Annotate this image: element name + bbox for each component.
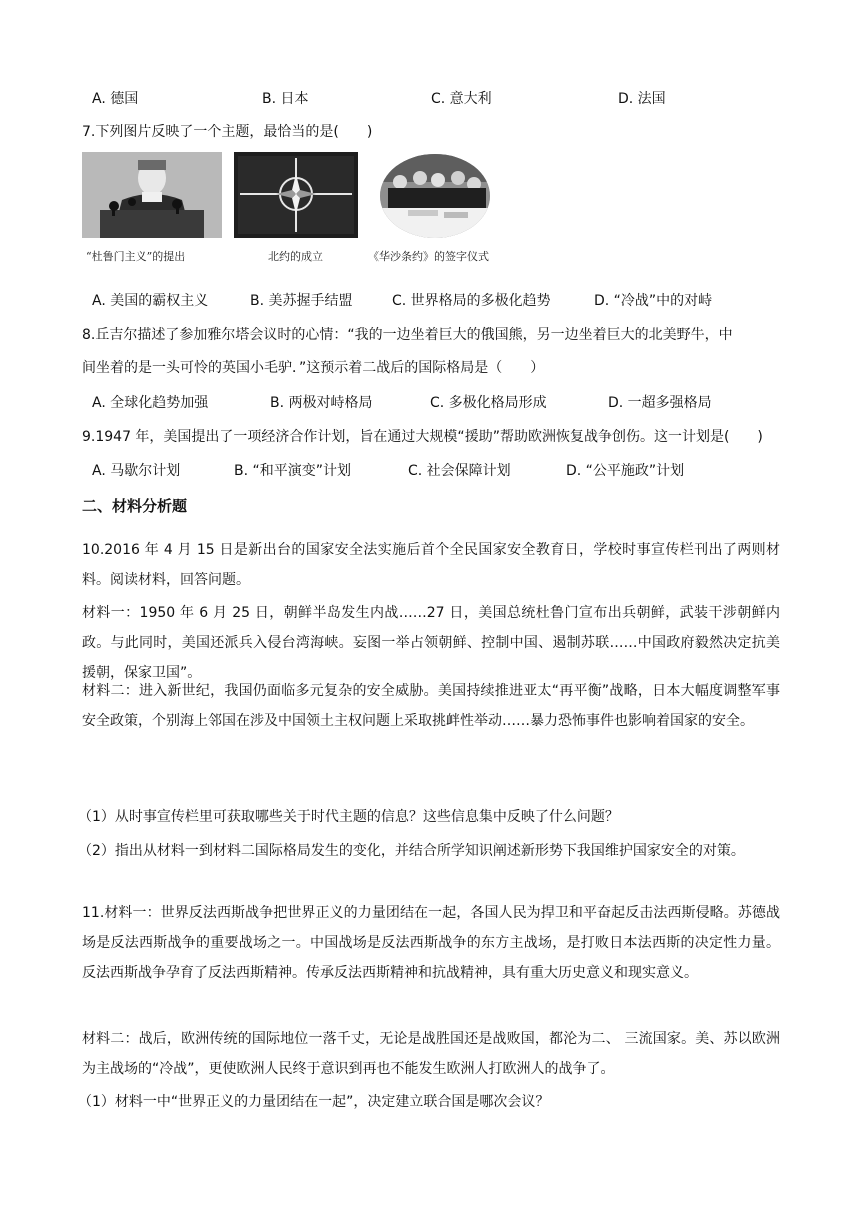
caption-nato: 北约的成立 xyxy=(268,250,323,263)
q7-picture-row xyxy=(82,152,522,272)
q6-option-c[interactable]: C. 意大利 xyxy=(431,91,492,107)
q9-options xyxy=(92,461,792,481)
q10-material-2: 材料二：进入新世纪，我国仍面临多元复杂的安全威胁。美国持续推进亚太“再平衡”战略，日本大幅度调整军事安全政策，个别海上邻国在涉及中国领土主权问题上采取挑衅性举动……暴力恐怖事件也影响着国家的安全。 xyxy=(82,683,780,729)
q7-option-a[interactable]: A. 美国的霸权主义 xyxy=(92,293,209,309)
caption-warsaw-pact: 《华沙条约》的签字仪式 xyxy=(368,250,489,263)
section-title: 二、材料分析题 xyxy=(82,497,188,515)
q7-option-c[interactable]: C. 世界格局的多极化趋势 xyxy=(392,293,551,309)
q8-options xyxy=(92,393,792,413)
q7-options xyxy=(92,291,792,311)
q8-option-d[interactable]: D. 一超多强格局 xyxy=(608,395,712,411)
q9-option-a[interactable]: A. 马歇尔计划 xyxy=(92,463,181,479)
q8-option-a[interactable]: A. 全球化趋势加强 xyxy=(92,395,209,411)
q9-option-d[interactable]: D. “公平施政”计划 xyxy=(566,463,685,479)
q6-option-b[interactable]: B. 日本 xyxy=(262,91,309,107)
truman-doctrine-photo xyxy=(82,152,222,238)
q9-stem: 9.1947 年，美国提出了一项经济合作计划，旨在通过大规模“援助”帮助欧洲恢复战争创伤。这一计划是( ) xyxy=(82,429,763,445)
q6-options xyxy=(92,89,792,109)
warsaw-pact-signing-photo xyxy=(378,152,492,242)
q6-option-d[interactable]: D. 法国 xyxy=(618,91,666,107)
q8-stem-line2: 间坐着的是一头可怜的英国小毛驴．”这预示着二战后的国际格局是（ ） xyxy=(82,360,545,376)
q7-option-b[interactable]: B. 美苏握手结盟 xyxy=(250,293,353,309)
q11-material-1: 11.材料一：世界反法西斯战争把世界正义的力量团结在一起，各国人民为捍卫和平奋起反击法西斯侵略。苏德战场是反法西斯战争的重要战场之一。中国战场是反法西斯战争的东方主战场，是打败日本法西斯的决定性力量。反法西斯战争孕育了反法西斯精神。传承反法西斯精神和抗战精神，具有重大历史意义和现实意义。 xyxy=(82,905,780,981)
q8-option-c[interactable]: C. 多极化格局形成 xyxy=(430,395,547,411)
q10-intro: 10.2016 年 4 月 15 日是新出台的国家安全法实施后首个全民国家安全教育日，学校时事宣传栏刊出了两则材料。阅读材料，回答问题。 xyxy=(82,542,780,588)
q9-option-b[interactable]: B. “和平演变”计划 xyxy=(234,463,352,479)
q7-option-d[interactable]: D. “冷战”中的对峙 xyxy=(594,293,713,309)
q8-option-b[interactable]: B. 两极对峙格局 xyxy=(270,395,373,411)
q10-subquestion-1: （1）从时事宣传栏里可获取哪些关于时代主题的信息？这些信息集中反映了什么问题？ xyxy=(78,809,619,825)
q10-subquestion-2: （2）指出从材料一到材料二国际格局发生的变化，并结合所学知识阐述新形势下我国维护国家安全的对策。 xyxy=(78,843,745,859)
q11-subquestion-1: （1）材料一中“世界正义的力量团结在一起”，决定建立联合国是哪次会议？ xyxy=(78,1094,550,1110)
q11-material-2: 材料二：战后，欧洲传统的国际地位一落千丈，无论是战胜国还是战败国，都沦为二、 三流国家。美、苏以欧洲为主战场的“冷战”，更使欧洲人民终于意识到再也不能发生欧洲人打欧洲人的战争了。 xyxy=(82,1031,780,1077)
nato-flag-image xyxy=(234,152,358,238)
q7-stem: 7.下列图片反映了一个主题，最恰当的是( ) xyxy=(82,124,373,140)
q9-option-c[interactable]: C. 社会保障计划 xyxy=(408,463,511,479)
q10-material-1: 材料一：1950 年 6 月 25 日，朝鲜半岛发生内战……27 日，美国总统杜鲁门宣布出兵朝鲜，武装干涉朝鲜内政。与此同时，美国还派兵入侵台湾海峡。妄图一举占领朝鲜、控制中国、遏制苏联……中国政府毅然决定抗美援朝，保家卫国”。 xyxy=(82,605,780,681)
q6-option-a[interactable]: A. 德国 xyxy=(92,91,139,107)
q8-stem-line1: 8.丘吉尔描述了参加雅尔塔会议时的心情：“我的一边坐着巨大的俄国熊，另一边坐着巨大的北美野牛，中 xyxy=(82,327,733,343)
caption-truman-doctrine: “杜鲁门主义”的提出 xyxy=(86,250,186,263)
